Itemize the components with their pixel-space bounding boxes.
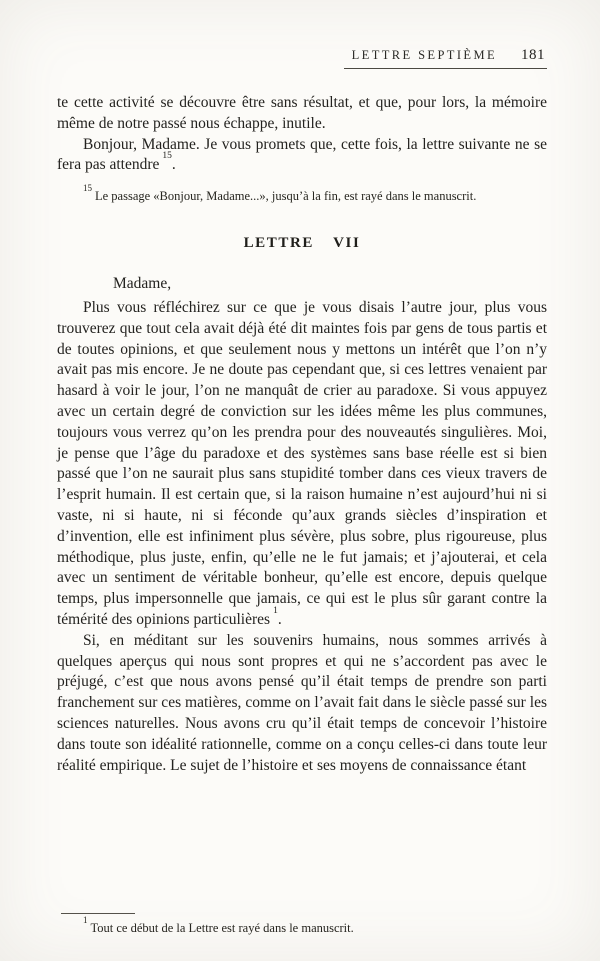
footnote-rule [61,913,135,914]
paragraph-text: Bonjour, Madame. Je vous promets que, cette fois, la lettre suivante ne se fera pas attendre [57,135,547,174]
footnote-text: Le passage «Bonjour, Madame...», jusqu’à la fin, est rayé dans le manuscrit. [95,189,477,204]
footnote-bottom [57,914,547,937]
page-number: 181 [521,47,545,63]
footnote-marker: 15 [83,183,92,194]
header-rule [344,46,547,69]
paragraph-end: . [277,610,282,628]
paragraph-bonjour [57,135,547,177]
footnote-reference: 15 [162,151,172,162]
paragraph-end: . [171,156,176,174]
footnote-marker: 1 [83,914,88,925]
page-header [57,46,547,69]
footnote-text: Tout ce début de la Lettre est rayé dans le manuscrit. [90,921,354,935]
page-body [57,93,547,776]
paragraph-text: Plus vous réfléchirez sur ce que je vous disais l’autre jour, plus vous trouverez que tout cela avait déjà été dit maintes fois par gens de tous partis et de toutes opinions, et que seulement nous y mettons un intérêt que l’on n’y avait pas mis encore. Je ne doute pas cependant que, si ces lettres venaient par hasard à voir le jour, l’on ne manquât de crier au paradoxe. Si vous appuyez avec un certain degré de conviction sur les idées même les plus communes, toujours vous verrez qu’on les prendra pour des nouveautés singulières. Moi, je pense que l’âge du paradoxe et des systèmes sans base réelle est si bien passé que l’on ne saurait plus sans stupidité tomber dans ces vieux travers de l’esprit humain. Il est certain que, si la raison humaine n’est aujourd’hui ni si vaste, ni si haute, ni si féconde qu’aux grands siècles d’inspiration et d’invention, elle est infiniment plus sévère, plus sobre, plus rigoureuse, plus méthodique, plus juste, enfin, qu’elle ne le fut jamais; et j’ajouterai, et cela avec un sentiment de véritable bonheur, qu’elle est encore, depuis quelque temps, plus impersonnelle que jamais, ce qui est le plus sûr garant contre la témérité des opinions particulières [57,298,547,628]
chapter-heading: LETTRE VII [243,235,361,252]
footnote-reference: 1 [273,605,278,616]
footnote-top [57,183,547,205]
letter-paragraph-1 [57,298,547,631]
running-title: LETTRE SEPTIÈME [351,48,497,62]
salutation: Madame, [113,275,172,293]
letter-paragraph-2: Si, en méditant sur les souvenirs humains, nous sommes arrivés à quelques aperçus qui nous sont propres et qui ne s’accordent pas avec le préjugé, c’est que nous avons pensé qu’il était temps de prendre son parti franchement sur ces matières, comme on l’avait fait dans le siècle passé sur les sciences naturelles. Nous avons cru qu’il était temps de concevoir l’histoire dans toute son idéalité rationnelle, comme on a conçu celles-ci dans toute leur réalité empirique. Le sujet de l’histoire et ses moyens de connaissance étant [57,631,547,774]
footnote-area [57,913,547,937]
continuation-paragraph: te cette activité se découvre être sans résultat, et que, pour lors, la mémoire même de notre passé nous échappe, inutile. [57,94,547,132]
